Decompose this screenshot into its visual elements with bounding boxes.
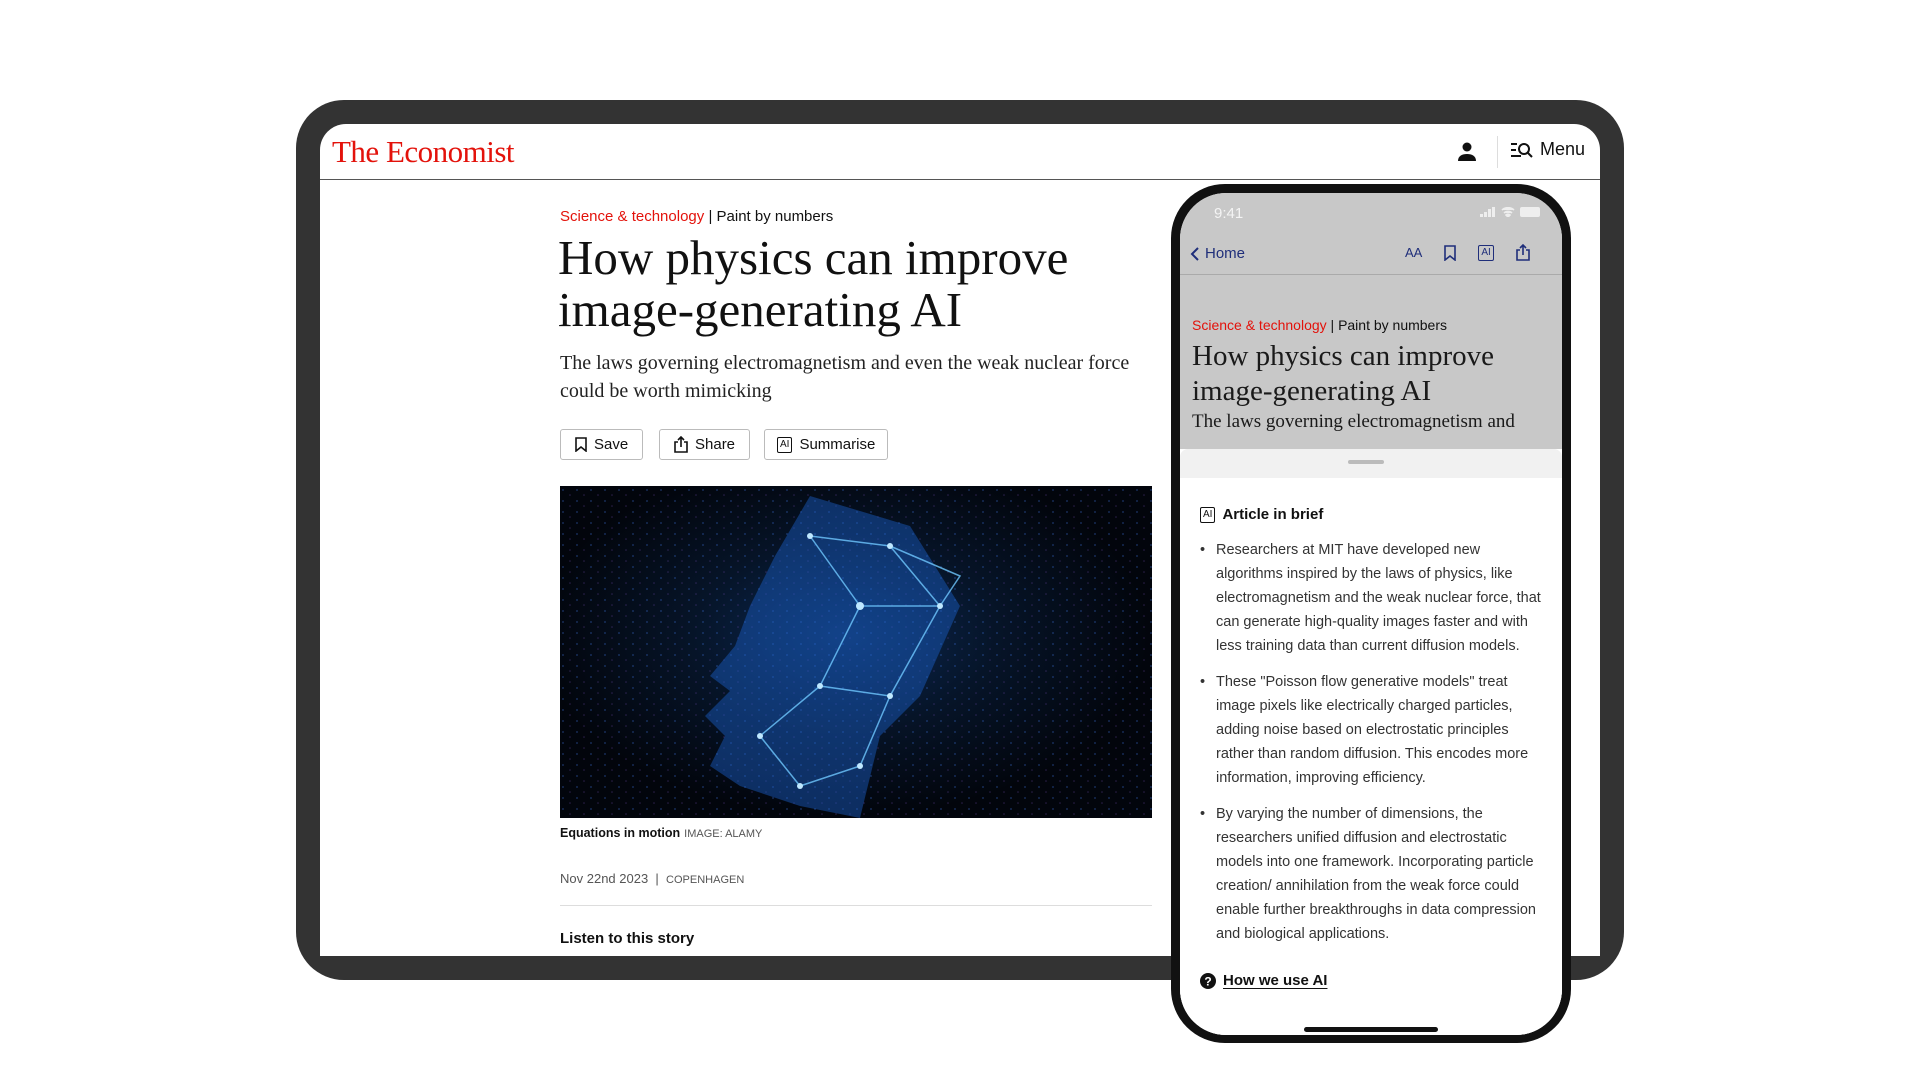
phone-article-title: How physics can improve image-generating AI (1192, 340, 1495, 407)
image-credit: IMAGE: ALAMY (684, 828, 763, 840)
dateline (560, 871, 744, 886)
listen-to-story[interactable]: Listen to this story (560, 930, 695, 947)
bookmark-icon[interactable] (1444, 245, 1456, 261)
summarise-label: Summarise (799, 436, 876, 453)
menu-button[interactable] (1510, 139, 1585, 160)
location: COPENHAGEN (666, 874, 745, 886)
sheet-drag-handle[interactable] (1348, 460, 1384, 464)
home-indicator[interactable] (1304, 1027, 1438, 1032)
status-time: 9:41 (1214, 205, 1244, 222)
header-divider (1497, 136, 1498, 168)
svg-text:?: ? (1204, 974, 1212, 988)
wifi-icon (1501, 207, 1515, 217)
save-label: Save (594, 436, 629, 453)
share-button[interactable] (659, 429, 750, 460)
how-we-use-ai (1200, 972, 1327, 989)
battery-icon (1520, 207, 1542, 217)
menu-search-icon (1510, 141, 1534, 159)
brief-card (1180, 478, 1562, 1035)
caption-text: Equations in motion (560, 826, 681, 840)
share-label: Share (695, 436, 736, 453)
brief-bullets (1200, 538, 1550, 958)
status-icons (1480, 207, 1542, 217)
kicker-separator: | (708, 208, 713, 225)
header-rule (320, 179, 1600, 180)
how-we-use-ai-link[interactable]: How we use AI (1223, 972, 1328, 989)
ai-face-illustration (560, 486, 1152, 818)
share-icon[interactable] (1516, 244, 1530, 261)
brief-heading (1200, 506, 1323, 523)
image-caption (560, 826, 762, 840)
date-separator: | (655, 871, 659, 886)
back-home-button[interactable] (1190, 245, 1245, 262)
chevron-left-icon (1190, 247, 1199, 261)
economist-logo[interactable]: The Economist (332, 134, 515, 169)
user-icon[interactable] (1456, 141, 1478, 163)
kicker-separator: | (1330, 317, 1335, 333)
signal-icon (1480, 207, 1496, 217)
bookmark-icon (575, 437, 587, 452)
rubric: Paint by numbers (716, 208, 834, 225)
menu-label: Menu (1540, 139, 1586, 159)
ai-icon: AI (777, 437, 792, 453)
list-item: • These "Poisson flow generative models" treat image pixels like electrically charged particles, adding noise based on electrostatic principles rather than random diffusion. This encodes more information, improving efficiency. (1200, 670, 1550, 790)
ai-icon: AI (1200, 507, 1215, 523)
share-icon (674, 436, 688, 453)
home-label: Home (1205, 245, 1246, 262)
section-link[interactable]: Science & technology (1192, 317, 1327, 333)
brief-title: Article in brief (1222, 506, 1324, 523)
list-item: • By varying the number of dimensions, the researchers unified diffusion and electrostatic models into one framework. Incorporating particle creation/ annihilation from the weak force could enable further breakthroughs in data compression and biological applications. (1200, 802, 1550, 946)
phone-screen (1180, 193, 1562, 1035)
rubric: Paint by numbers (1338, 317, 1448, 333)
list-item: • Researchers at MIT have developed new algorithms inspired by the laws of physics, like electromagnetism and the weak nuclear force, that can generate high-quality images faster and with less training data than current diffusion models. (1200, 538, 1550, 658)
phone-nav-bar (1180, 237, 1562, 275)
text-size-button[interactable]: AA (1405, 245, 1423, 260)
section-link[interactable]: Science & technology (560, 208, 705, 225)
phone-kicker (1192, 317, 1447, 333)
help-icon (1200, 973, 1216, 989)
summarise-button[interactable] (764, 429, 888, 460)
article-brief-sheet (1180, 449, 1562, 1035)
phone-article-background (1180, 193, 1562, 449)
publish-date: Nov 22nd 2023 (560, 871, 649, 886)
content-divider (560, 905, 1152, 906)
phone-article-subtitle: The laws governing electromagnetism and (1192, 411, 1515, 431)
ai-summary-button[interactable]: AI (1478, 245, 1493, 261)
nav-actions (1405, 244, 1530, 261)
article-title: How physics can improve image-generating AI (558, 230, 1069, 337)
article-kicker (560, 208, 833, 225)
article-subtitle: The laws governing electromagnetism and even the weak nuclear force could be worth mimicking (560, 352, 1130, 402)
article-image (560, 486, 1152, 818)
save-button[interactable] (560, 429, 643, 460)
